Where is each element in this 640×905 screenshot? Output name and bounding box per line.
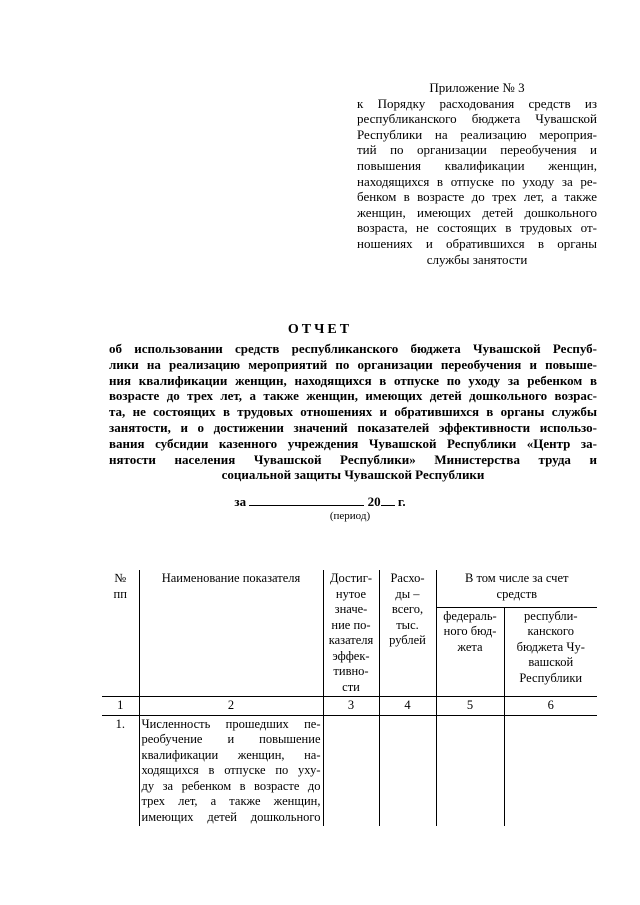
appendix-line: повышения квалификации женщин,	[357, 157, 597, 173]
header-achieved-line: сти	[342, 679, 360, 694]
appendix-title: Приложение № 3	[429, 80, 525, 95]
header-federal-line: федераль-	[443, 608, 497, 623]
subtitle-line: лики на реализацию мероприятий по организации переобучения и повыше-	[109, 356, 597, 372]
appendix-line: возраста, не состоящих в трудовых от-	[357, 220, 597, 236]
header-achieved	[323, 570, 379, 697]
header-expenses-line: тыс.	[396, 617, 419, 632]
header-expenses-line: ды –	[395, 586, 420, 601]
header-num-line: пп	[113, 586, 127, 601]
subtitle-line: нятости населения Чувашской Республики» Министерства труда и	[109, 451, 597, 467]
subtitle-line: занятости, и о достижении значений показателей эффективности использо-	[109, 419, 597, 435]
subtitle-line: ния квалификации женщин, находящихся в отпуске по уходу за ребенком в	[109, 372, 597, 388]
table-row	[102, 715, 597, 826]
row-name-line: Численность прошедших пе-	[141, 716, 321, 731]
period-suffix: г.	[397, 494, 406, 509]
subtitle-line: возрасте до трех лет, а также женщин, имеющих детей дошкольного возрас-	[109, 388, 597, 404]
row-federal	[436, 715, 504, 826]
subtitle-line: об использовании средств республиканского бюджета Чувашской Респуб-	[109, 341, 597, 356]
row-expenses	[379, 715, 436, 826]
header-federal	[436, 607, 504, 696]
period-note: (период)	[329, 510, 371, 522]
column-number: 6	[504, 697, 597, 716]
appendix-line: бенком в возрасте до трех лет, а также	[357, 189, 597, 205]
row-name	[139, 715, 323, 826]
period-year: 20	[367, 494, 381, 509]
header-republic-line: канского	[527, 624, 574, 639]
appendix-line: женщин, имеющих детей дошкольного	[357, 204, 597, 220]
row-name-line: ходящихся в отпуске по уху-	[141, 763, 321, 777]
appendix-line: республиканского бюджета Чувашской	[357, 111, 597, 127]
appendix-line: к Порядку расходования средств из	[357, 95, 597, 111]
header-achieved-line: эффек-	[332, 648, 370, 663]
report-table	[102, 570, 597, 826]
header-republic-line: вашской	[528, 655, 574, 670]
header-expenses-line: Расхо-	[390, 571, 425, 585]
appendix-line: тий по организации переобучения и	[357, 142, 597, 158]
subtitle-line-last: социальной защиты Чувашской Республики	[221, 467, 485, 483]
header-expenses-line: рублей	[389, 633, 426, 647]
column-number-row	[102, 697, 597, 716]
column-number: 3	[323, 697, 379, 716]
header-federal-line: ного бюд-	[443, 624, 497, 639]
header-achieved-line: нутое	[335, 586, 367, 601]
header-expenses-line: всего,	[391, 602, 424, 616]
header-including-line: средств	[496, 586, 537, 601]
report-period	[0, 494, 640, 510]
header-including	[436, 570, 597, 607]
header-republic-line: Республики	[519, 670, 583, 685]
header-including-line: В том числе за счет	[465, 571, 569, 585]
appendix-line-last: службы занятости	[426, 251, 528, 267]
row-republic	[504, 715, 597, 826]
header-achieved-line: значе-	[334, 602, 368, 616]
header-achieved-line: ние по-	[331, 617, 371, 632]
column-number: 4	[379, 697, 436, 716]
appendix-line: Республики на реализацию мероприя-	[357, 126, 597, 142]
report-title: ОТЧЕТ	[287, 322, 353, 337]
header-republic	[504, 607, 597, 696]
header-row	[102, 570, 597, 607]
report-subtitle	[109, 341, 597, 483]
appendix-line: находящихся в отпуске по уходу за ре-	[357, 173, 597, 189]
column-number: 5	[436, 697, 504, 716]
row-name-line: реобучение и повышение	[141, 732, 321, 746]
row-name-line: ду за ребенком в возрасте до	[141, 778, 321, 793]
subtitle-line: вания субсидии казенного учреждения Чувашской Республики «Центр за-	[109, 435, 597, 451]
year-blank	[381, 494, 395, 506]
appendix-line: ношениях и обратившихся в органы	[357, 235, 597, 251]
header-expenses	[379, 570, 436, 697]
column-number: 2	[139, 697, 323, 716]
period-blank	[249, 494, 364, 506]
header-num-line: №	[114, 571, 127, 585]
header-num	[102, 570, 139, 697]
subtitle-line: та, не состоящих в трудовых отношениях и обратившихся в органы службы	[109, 404, 597, 420]
row-num: 1.	[102, 715, 139, 826]
header-name: Наименование показателя	[139, 570, 323, 697]
header-federal-line: жета	[457, 639, 483, 654]
header-republic-line: республи-	[523, 608, 578, 623]
period-prefix: за	[234, 494, 247, 509]
appendix-header	[357, 80, 597, 267]
column-number: 1	[102, 697, 139, 716]
row-achieved	[323, 715, 379, 826]
row-name-line: квалификации женщин, на-	[141, 747, 321, 762]
row-name-line: трех лет, а также женщин,	[141, 794, 321, 808]
header-achieved-line: тивно-	[333, 664, 369, 678]
header-achieved-line: Достиг-	[329, 571, 373, 585]
row-name-line: имеющих детей дошкольного	[141, 809, 321, 824]
header-achieved-line: казателя	[328, 633, 374, 647]
header-republic-line: бюджета Чу-	[516, 639, 585, 654]
